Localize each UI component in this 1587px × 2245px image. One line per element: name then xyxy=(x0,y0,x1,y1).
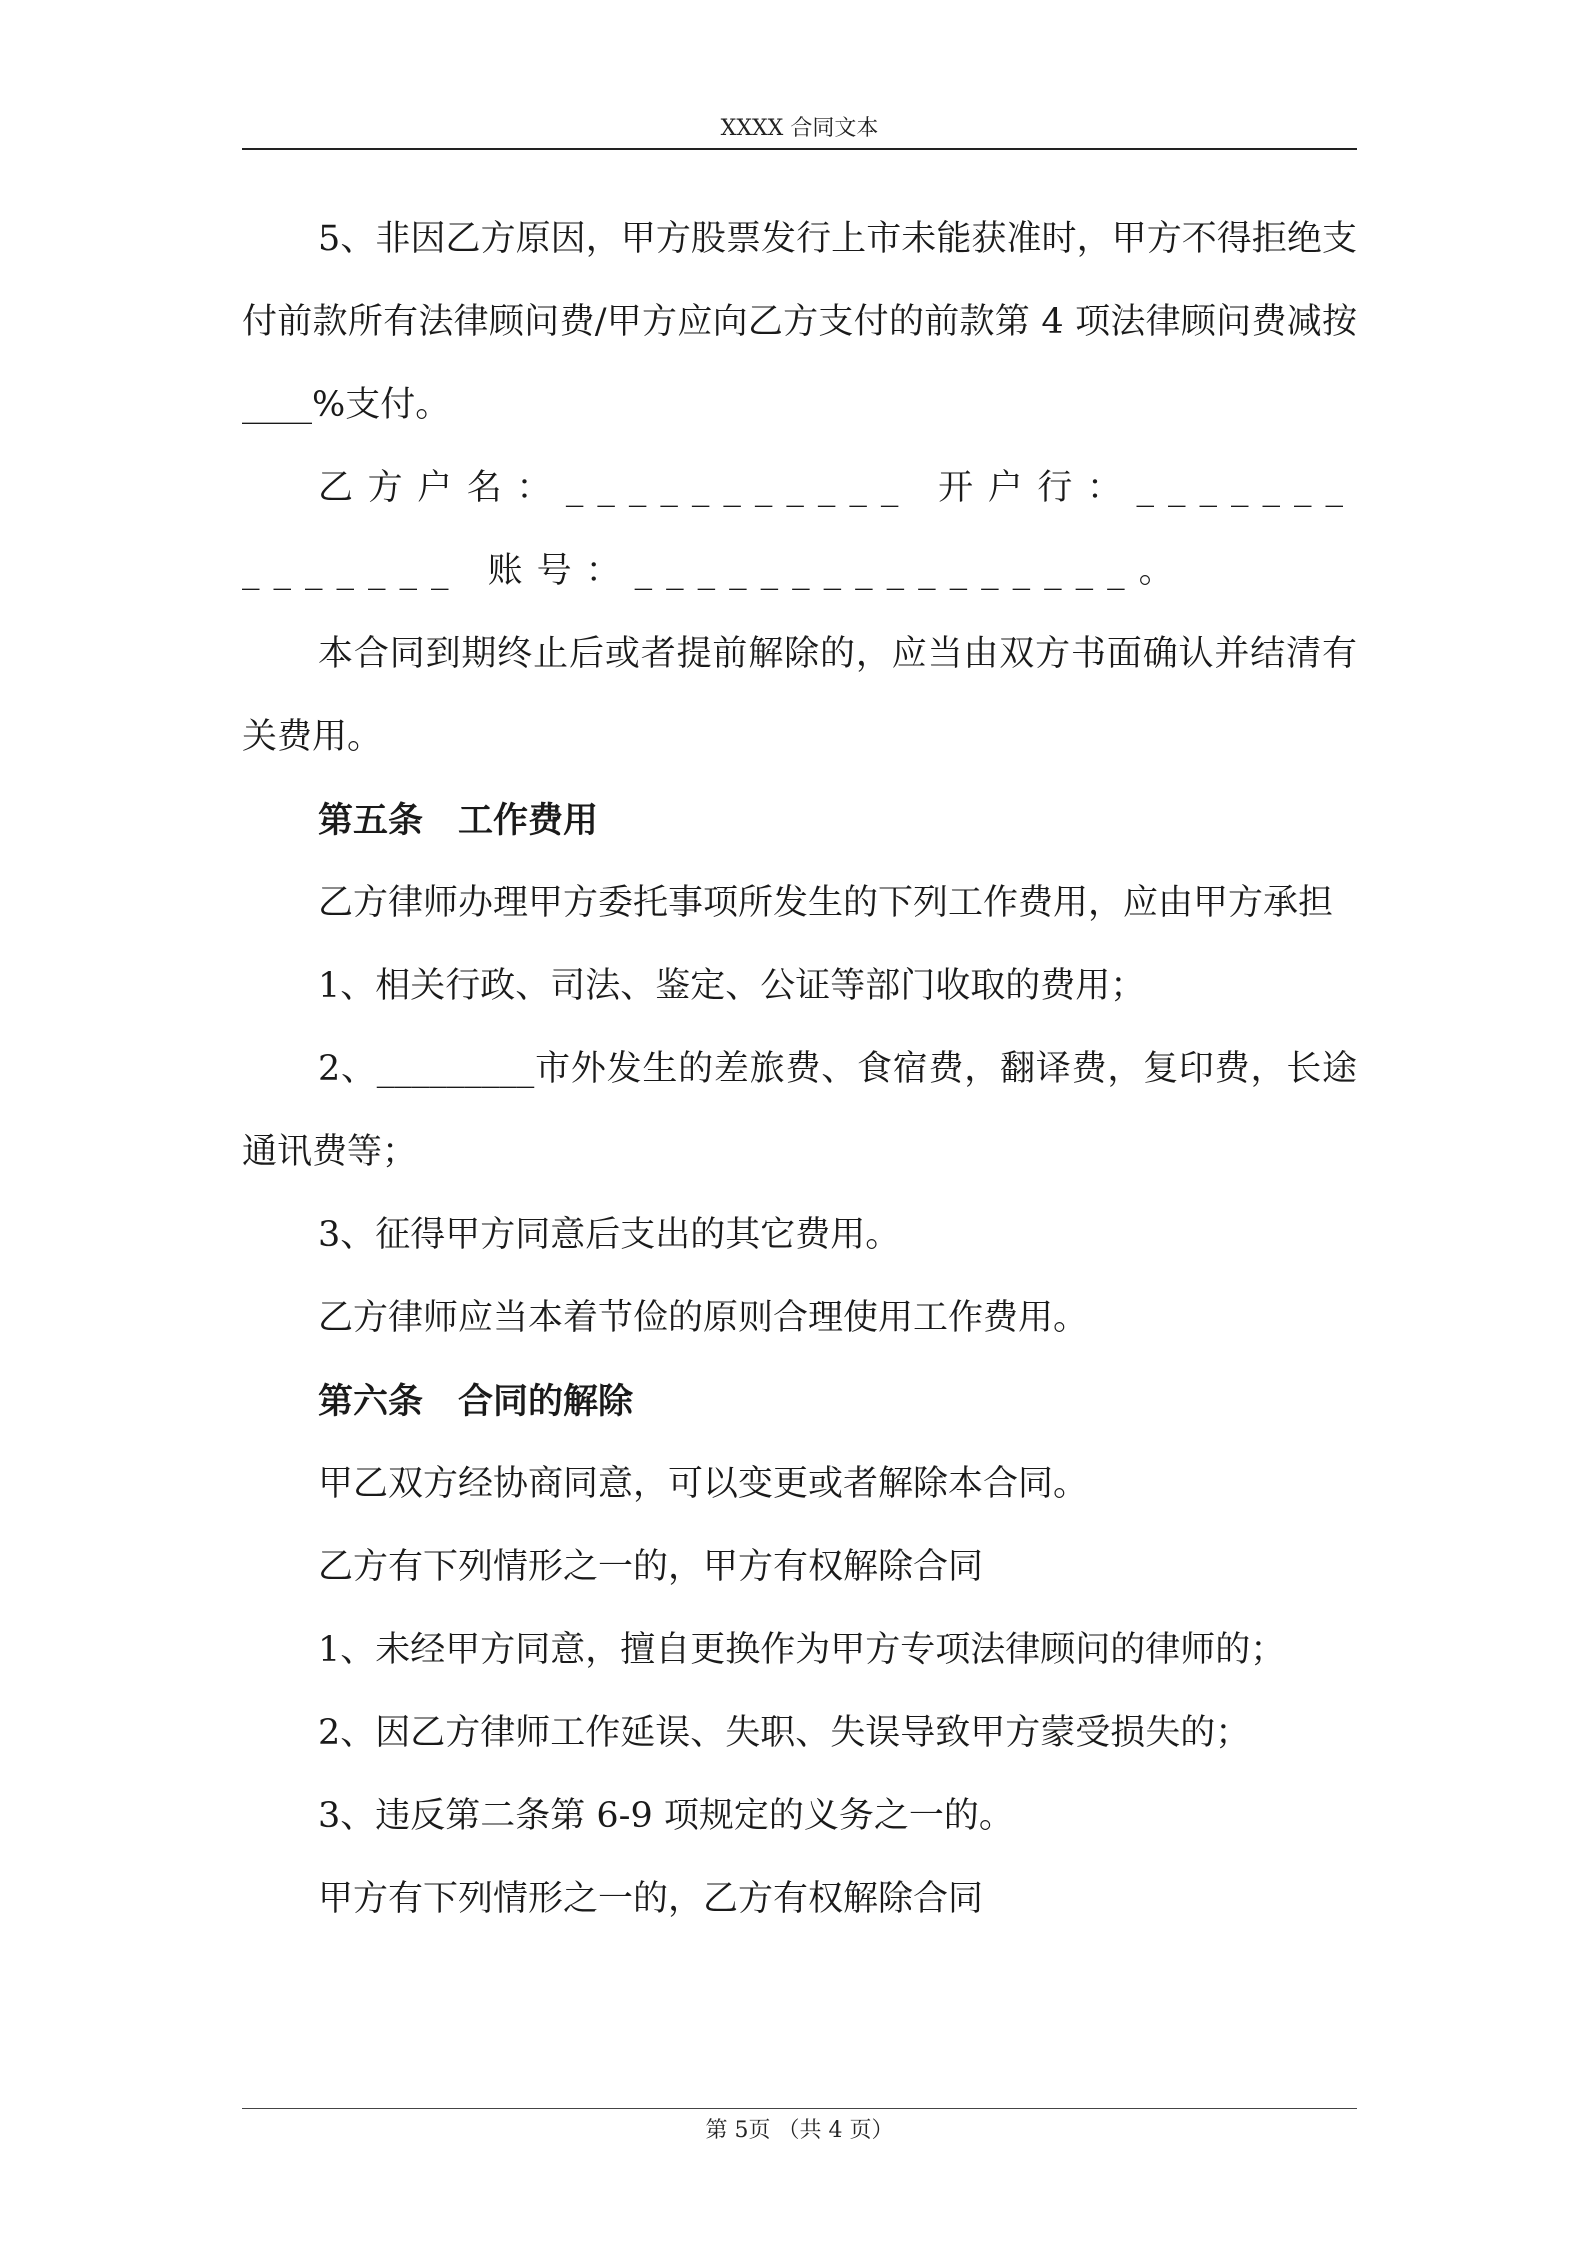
footer-divider xyxy=(242,2108,1357,2109)
document-body xyxy=(242,198,1357,1941)
termination-item-2: 2、因乙方律师工作延误、失职、失误导致甲方蒙受损失的； xyxy=(318,1713,1251,1753)
article-5-heading: 第五条 工作费用 xyxy=(318,800,599,841)
party-a-termination-intro: 乙方有下列情形之一的，甲方有权解除合同 xyxy=(318,1547,984,1587)
article-6-heading: 第六条 合同的解除 xyxy=(318,1381,634,1422)
work-expenses-intro: 乙方律师办理甲方委托事项所发生的下列工作费用，应由甲方承担 xyxy=(318,883,1334,923)
frugality-paragraph: 乙方律师应当本着节俭的原则合理使用工作费用。 xyxy=(318,1298,1089,1338)
page-number: 第 5页 （共 4 页） xyxy=(705,2118,894,2143)
bank-account-paragraph: 乙方户名：___________ 开户行：______________ 账号：________________。 xyxy=(242,468,1357,591)
settlement-paragraph: 本合同到期终止后或者提前解除的，应当由双方书面确认并结清有关费用。 xyxy=(242,634,1357,757)
expense-item-1: 1、相关行政、司法、鉴定、公证等部门收取的费用； xyxy=(318,966,1146,1006)
party-b-termination-intro: 甲方有下列情形之一的，乙方有权解除合同 xyxy=(318,1879,984,1919)
expense-item-2: 2、_________市外发生的差旅费、食宿费，翻译费，复印费，长途通讯费等； xyxy=(242,1049,1357,1172)
termination-item-1: 1、未经甲方同意，擅自更换作为甲方专项法律顾问的律师的； xyxy=(318,1630,1286,1670)
mutual-termination-paragraph: 甲乙双方经协商同意，可以变更或者解除本合同。 xyxy=(318,1464,1089,1504)
header-divider xyxy=(242,148,1357,150)
page-header: XXXX 合同文本 xyxy=(720,116,879,141)
termination-item-3: 3、违反第二条第 6-9 项规定的义务之一的。 xyxy=(318,1796,1014,1836)
expense-item-3: 3、征得甲方同意后支出的其它费用。 xyxy=(318,1215,901,1255)
clause-5-paragraph: 5、非因乙方原因，甲方股票发行上市未能获准时，甲方不得拒绝支付前款所有法律顾问费/甲方应向乙方支付的前款第 4 项法律顾问费减按____%支付。 xyxy=(242,219,1357,425)
